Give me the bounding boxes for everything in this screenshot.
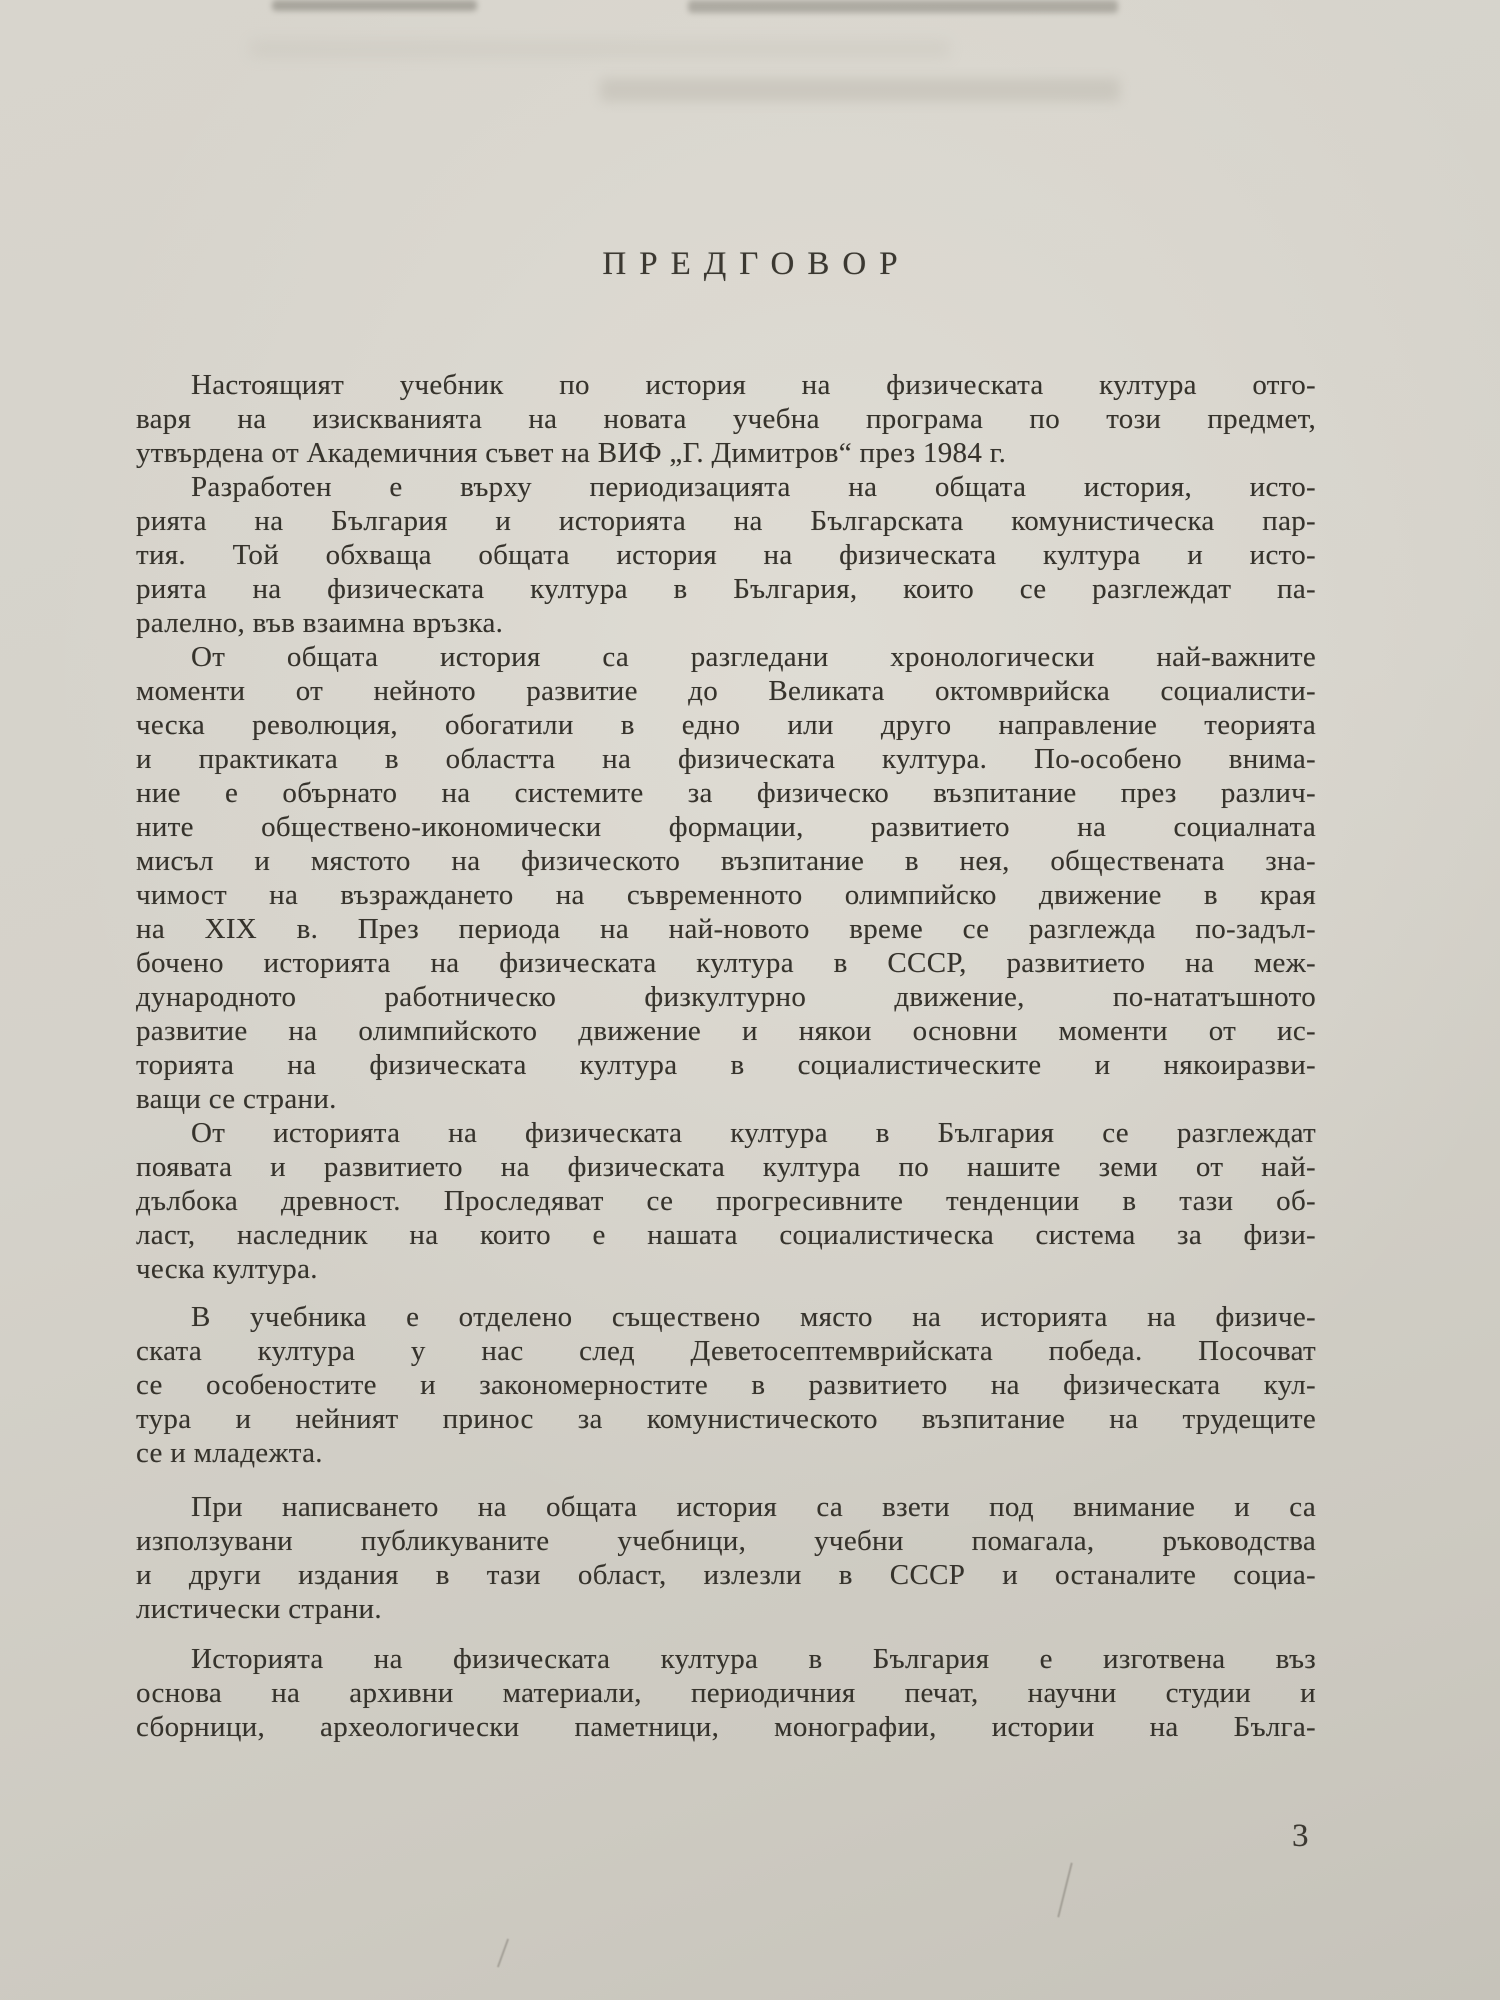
preface-body	[136, 368, 1316, 1744]
text-line: развитие на олимпийското движение и някои основни моменти от ис-	[136, 1015, 1316, 1047]
text-line: тия. Той обхваща общата история на физическата култура и исто-	[136, 539, 1316, 571]
text-line: чимост на възраждането на съвременното олимпийско движение в края	[136, 879, 1316, 911]
text-line: ните обществено-икономически формации, развитието на социалната	[136, 811, 1316, 843]
text-line: рията на физическата култура в България, които се разглеждат па-	[136, 573, 1316, 605]
text-line: От историята на физическата култура в България се разглеждат	[191, 1117, 1316, 1149]
text-line: моменти от нейното развитие до Великата октомврийска социалисти-	[136, 675, 1316, 707]
text-line: се и младежта.	[136, 1437, 323, 1469]
text-line: ческа революция, обогатили в едно или друго направление теорията	[136, 709, 1316, 741]
text-line: Настоящият учебник по история на физическата култура отго-	[191, 369, 1316, 401]
text-line: утвърдена от Академичния съвет на ВИФ „Г. Димитров“ през 1984 г.	[136, 437, 1007, 469]
ink-smudge	[272, 0, 477, 11]
text-line: тура и нейният принос за комунистическото възпитание на трудещите	[136, 1403, 1316, 1435]
paragraph	[136, 1490, 1316, 1626]
text-line: използувани публикуваните учебници, учебни помагала, ръководства	[136, 1525, 1316, 1557]
text-line: основа на архивни материали, периодичния печат, научни студии и	[136, 1677, 1316, 1709]
text-line: бочено историята на физическата култура в СССР, развитието на меж-	[136, 947, 1316, 979]
text-line: и практиката в областта на физическата култура. По-особено внима-	[136, 743, 1316, 775]
text-line: листически страни.	[136, 1593, 382, 1625]
show-through-ghost-text	[600, 78, 1120, 102]
scratch-mark	[497, 1939, 509, 1968]
text-line: ващи се страни.	[136, 1083, 337, 1115]
text-line: Историята на физическата култура в България е изготвена въз	[191, 1643, 1316, 1675]
paragraph	[136, 470, 1316, 640]
paragraph	[136, 640, 1316, 1116]
text-line: При написването на общата история са взети под внимание и са	[191, 1491, 1316, 1523]
text-line: В учебника е отделено съществено място на историята на физиче-	[191, 1301, 1316, 1333]
text-line: дународното работническо физкултурно движение, по-нататъшното	[136, 981, 1316, 1013]
text-line: се особеностите и закономерностите в развитието на физическата кул-	[136, 1369, 1316, 1401]
text-line: мисъл и мястото на физическото възпитание в нея, обществената зна-	[136, 845, 1316, 877]
text-line: появата и развитието на физическата култура по нашите земи от най-	[136, 1151, 1316, 1183]
text-line: торията на физическата култура в социалистическите и някоиразви-	[136, 1049, 1316, 1081]
paragraph	[136, 368, 1316, 470]
text-line: ласт, наследник на които е нашата социалистическа система за физи-	[136, 1219, 1316, 1251]
ink-smudge	[688, 0, 1118, 13]
text-line: дълбока древност. Проследяват се прогресивните тенденции в тази об-	[136, 1185, 1316, 1217]
text-line: ската култура у нас след Деветосептемврийската победа. Посочват	[136, 1335, 1316, 1367]
text-line: сборници, археологически паметници, монографии, истории на Бълга-	[136, 1711, 1316, 1743]
text-line: на XIX в. През периода на най-новото време се разглежда по-задъл-	[136, 913, 1316, 945]
text-line: От общата история са разгледани хронологически най-важните	[191, 641, 1316, 673]
text-line: варя на изискванията на новата учебна програма по този предмет,	[136, 403, 1316, 435]
page-number: 3	[1292, 1818, 1309, 1854]
text-line: ралелно, във взаимна връзка.	[136, 607, 504, 639]
show-through-ghost-text	[250, 40, 950, 58]
text-line: и други издания в тази област, излезли в СССР и останалите социа-	[136, 1559, 1316, 1591]
scratch-mark	[1057, 1863, 1072, 1918]
text-line: ческа култура.	[136, 1253, 318, 1285]
text-line: ние е обърнато на системите за физическо възпитание през различ-	[136, 777, 1316, 809]
paragraph	[136, 1642, 1316, 1744]
paragraph	[136, 1300, 1316, 1470]
text-line: Разработен е върху периодизацията на общата история, исто-	[191, 471, 1316, 503]
page-title: ПРЕДГОВОР	[602, 246, 911, 282]
text-line: рията на България и историята на Българската комунистическа пар-	[136, 505, 1316, 537]
paragraph	[136, 1116, 1316, 1286]
